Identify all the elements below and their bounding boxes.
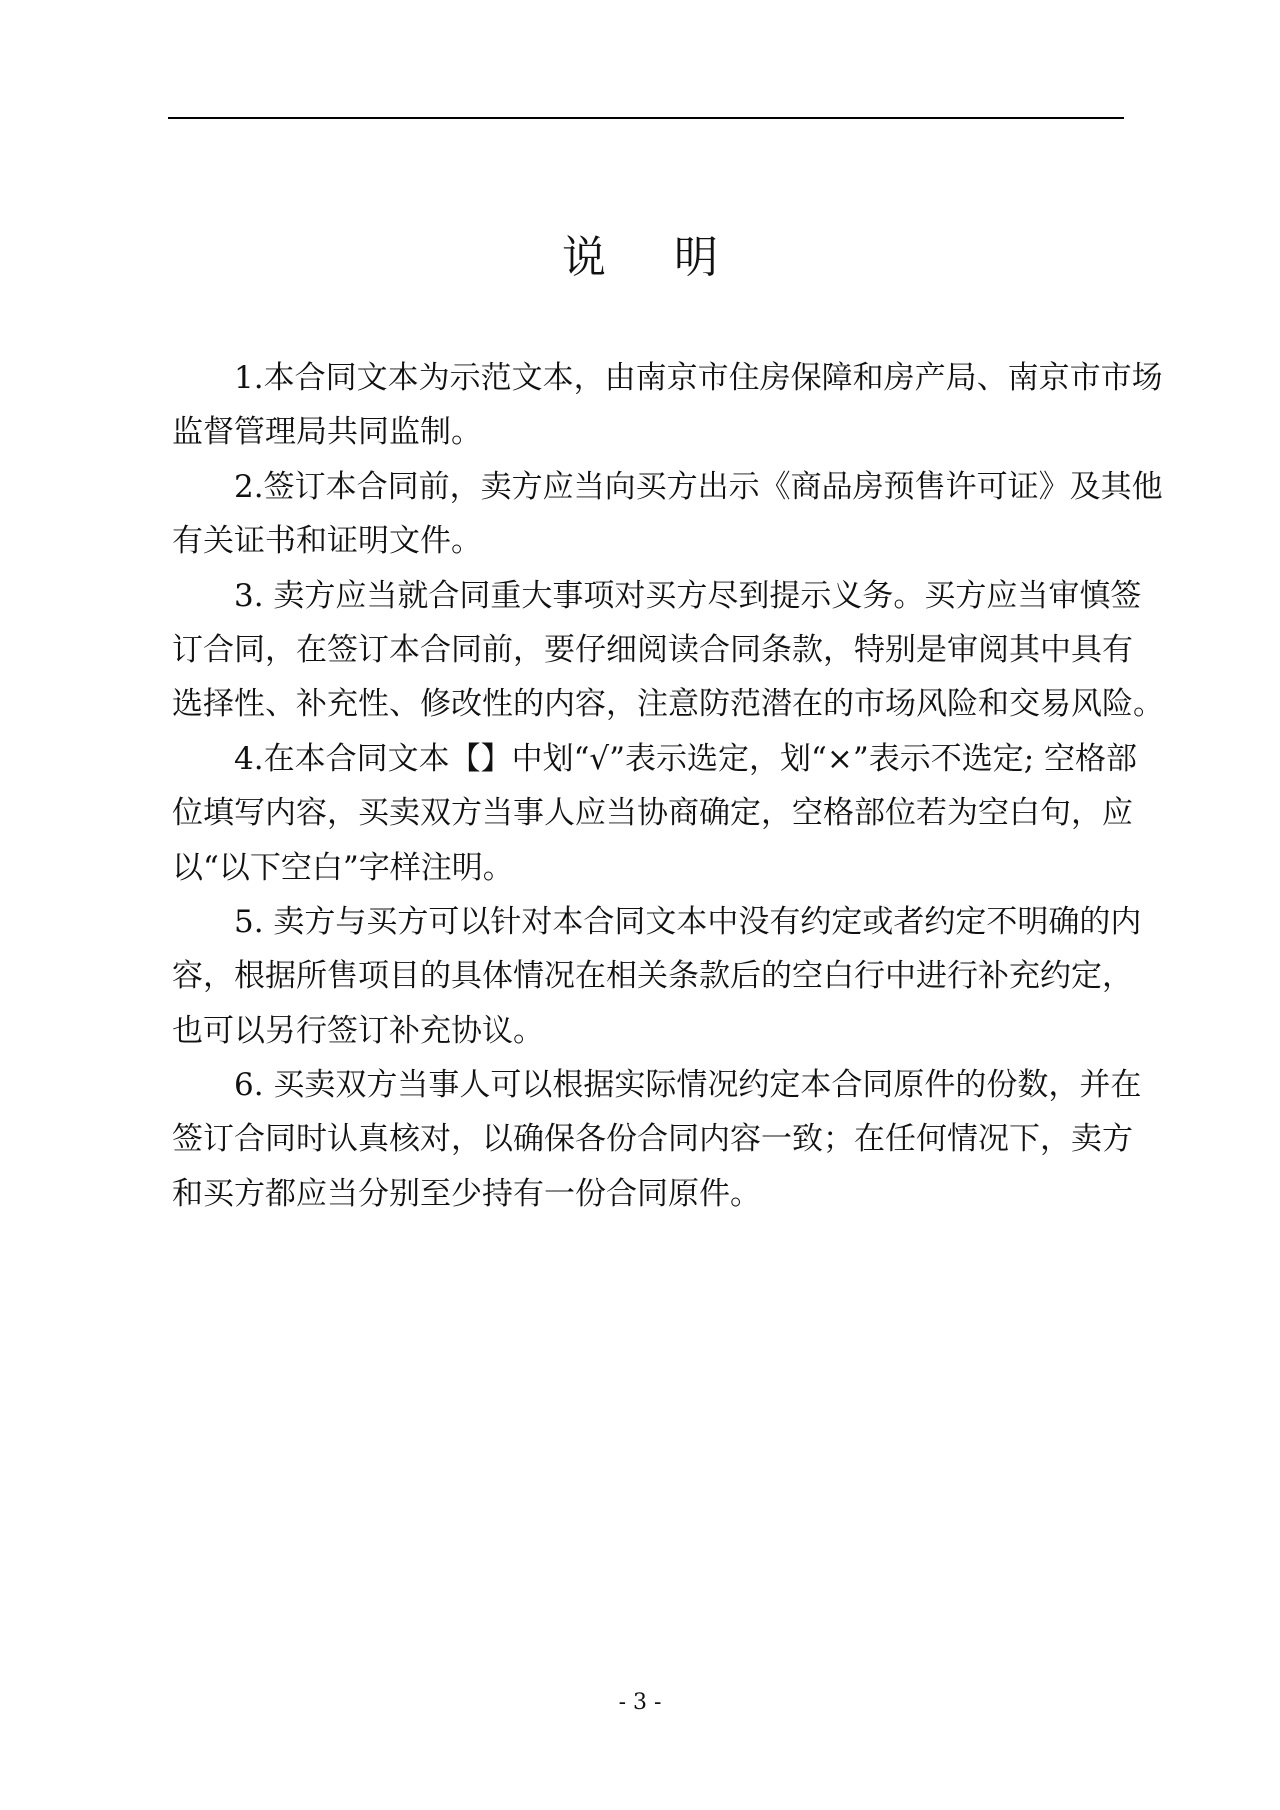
page-number: - 3 - <box>618 1690 662 1715</box>
paragraph-5 <box>172 895 1142 1058</box>
text-line: 选择性、补充性、修改性的内容，注意防范潜在的市场风险和交易风险。 <box>172 686 1164 723</box>
text-line: 1.本合同文本为示范文本，由南京市住房保障和房产局、南京市市场 <box>234 360 1163 396</box>
text-line: 和买方都应当分别至少持有一份合同原件。 <box>172 1175 761 1212</box>
text-line: 3. 卖方应当就合同重大事项对买方尽到提示义务。买方应当审慎签 <box>234 577 1142 614</box>
text-line: 有关证书和证明文件。 <box>172 523 482 560</box>
text-line: 容，根据所售项目的具体情况在相关条款后的空白行中进行补充约定， <box>172 958 1133 995</box>
text-line: 位填写内容，买卖双方当事人应当协商确定，空格部位若为空白句，应 <box>172 795 1133 832</box>
paragraph-2 <box>172 460 1163 569</box>
text-line: 订合同，在签订本合同前，要仔细阅读合同条款，特别是审阅其中具有 <box>172 631 1133 668</box>
paragraph-1 <box>172 351 1163 460</box>
text-line: 签订合同时认真核对，以确保各份合同内容一致；在任何情况下，卖方 <box>172 1121 1133 1158</box>
text-line: 2.签订本合同前，卖方应当向买方出示《商品房预售许可证》及其他 <box>234 468 1163 505</box>
text-line: 也可以另行签订补充协议。 <box>172 1012 544 1049</box>
paragraph-6 <box>172 1058 1142 1221</box>
text-line: 监督管理局共同监制。 <box>172 414 482 451</box>
page-title: 说明 <box>562 232 786 283</box>
paragraph-3 <box>172 569 1164 732</box>
document-body <box>172 351 1164 1221</box>
header-rule <box>168 117 1124 119</box>
text-line: 5. 卖方与买方可以针对本合同文本中没有约定或者约定不明确的内 <box>234 903 1142 940</box>
text-line: 4.在本合同文本【】中划“√”表示选定，划“×”表示不选定; 空格部 <box>234 740 1137 777</box>
text-line: 6. 买卖双方当事人可以根据实际情况约定本合同原件的份数，并在 <box>234 1067 1142 1104</box>
paragraph-4 <box>172 732 1137 895</box>
text-line: 以“以下空白”字样注明。 <box>172 849 514 886</box>
